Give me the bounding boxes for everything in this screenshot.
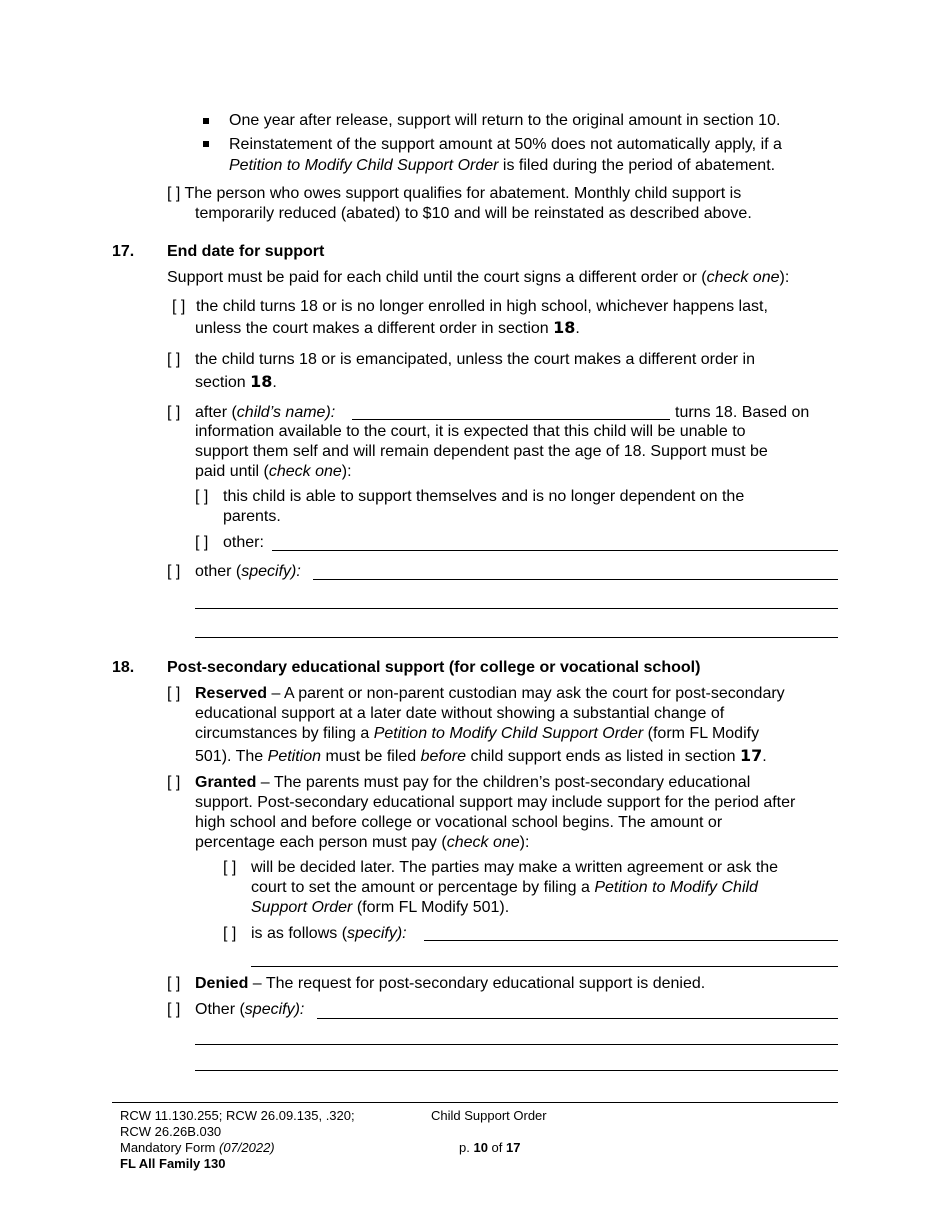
checkbox[interactable]: [ ] <box>167 563 181 580</box>
granted-text-4: percentage each person must pay (check one): <box>195 834 530 851</box>
bullet-text-2-cont: Petition to Modify Child Support Order is filed during the period of abatement. <box>229 157 776 174</box>
bullet-text-2: Reinstatement of the support amount at 50% does not automatically apply, if a <box>229 136 782 153</box>
option-after-label: after (child’s name): <box>195 404 336 421</box>
checkbox[interactable]: [ ] <box>167 685 181 702</box>
checkbox[interactable]: [ ] <box>223 859 237 876</box>
reserved-text-4: 501). The Petition must be filed before child support ends as listed in section 17. <box>195 746 767 765</box>
footer-form-id: FL All Family 130 <box>120 1156 226 1171</box>
checkbox[interactable]: [ ] <box>167 351 181 368</box>
checkbox[interactable]: [ ] <box>167 774 181 791</box>
bullet-marker <box>203 141 209 147</box>
sub-option-independent-cont: parents. <box>223 508 281 525</box>
bullet-marker <box>203 118 209 124</box>
checkbox[interactable]: [ ] <box>167 975 181 992</box>
granted-text: Granted – The parents must pay for the children’s post-secondary educational <box>195 774 751 791</box>
checkbox[interactable]: [ ] <box>167 1001 181 1018</box>
footer-page-number: p. 10 of 17 <box>459 1140 521 1155</box>
checkbox[interactable]: [ ] <box>223 925 237 942</box>
section-18-number: 18. <box>112 659 135 676</box>
option-after-line-4: paid until (check one): <box>195 463 352 480</box>
option-other-label: other (specify): <box>195 563 301 580</box>
reserved-text: Reserved – A parent or non-parent custodian may ask the court for post-secondary <box>195 685 785 702</box>
granted-text-3: high school and before college or vocational school begins. The amount or <box>195 814 723 831</box>
footer-rcw-1: RCW 11.130.255; RCW 26.09.135, .320; <box>120 1108 355 1123</box>
granted-later-text-2: court to set the amount or percentage by filing a Petition to Modify Child <box>251 879 758 896</box>
sub-option-other-label: other: <box>223 534 264 551</box>
granted-follows-field-2[interactable] <box>251 966 838 967</box>
granted-later-text: will be decided later. The parties may make a written agreement or ask the <box>251 859 779 876</box>
other-field-3[interactable] <box>195 1070 838 1071</box>
footer-mandatory: Mandatory Form (07/2022) <box>120 1140 275 1155</box>
option-emancipated-text-cont: section 18. <box>195 372 277 391</box>
option-after-text: turns 18. Based on <box>675 404 810 421</box>
granted-follows-field[interactable] <box>424 940 838 941</box>
denied-text: Denied – The request for post-secondary educational support is denied. <box>195 975 706 992</box>
option-after-line-3: support them self and will remain dependent past the age of 18. Support must be <box>195 443 768 460</box>
sub-option-other-field[interactable] <box>272 550 838 551</box>
section-18-title: Post-secondary educational support (for college or vocational school) <box>167 659 701 676</box>
abatement-checkbox-line: [ ] The person who owes support qualifies for abatement. Monthly child support is <box>167 185 742 202</box>
sub-option-independent: this child is able to support themselves and is no longer dependent on the <box>223 488 745 505</box>
footer-title: Child Support Order <box>431 1108 547 1123</box>
other-field[interactable] <box>317 1018 838 1019</box>
option-hs-text: the child turns 18 or is no longer enrolled in high school, whichever happens last, <box>196 298 768 315</box>
granted-later-text-3: Support Order (form FL Modify 501). <box>251 899 510 916</box>
other-field-2[interactable] <box>195 1044 838 1045</box>
granted-text-2: support. Post-secondary educational support may include support for the period after <box>195 794 796 811</box>
other-label: Other (specify): <box>195 1001 305 1018</box>
option-other-field-2[interactable] <box>195 608 838 609</box>
child-name-field[interactable] <box>352 419 670 420</box>
option-other-field[interactable] <box>313 579 838 580</box>
checkbox[interactable]: [ ] <box>195 534 209 551</box>
bullet-text-1: One year after release, support will return to the original amount in section 10. <box>229 112 781 129</box>
checkbox[interactable]: [ ] <box>195 488 209 505</box>
footer-rcw-2: RCW 26.26B.030 <box>120 1124 222 1139</box>
reserved-text-3: circumstances by filing a Petition to Modify Child Support Order (form FL Modify <box>195 725 760 742</box>
abatement-line-2: temporarily reduced (abated) to $10 and will be reinstated as described above. <box>195 205 752 222</box>
option-hs-text-cont: unless the court makes a different order in section 18. <box>195 318 580 337</box>
footer-divider <box>112 1102 838 1103</box>
checkbox[interactable]: [ ] <box>172 298 186 315</box>
section-17-title: End date for support <box>167 243 325 260</box>
option-emancipated-text: the child turns 18 or is emancipated, unless the court makes a different order in <box>195 351 756 368</box>
section-17-intro: Support must be paid for each child until the court signs a different order or (check one): <box>167 269 790 286</box>
option-other-field-3[interactable] <box>195 637 838 638</box>
checkbox[interactable]: [ ] <box>167 404 181 421</box>
reserved-text-2: educational support at a later date without showing a substantial change of <box>195 705 725 722</box>
section-17-number: 17. <box>112 243 135 260</box>
granted-follows-label: is as follows (specify): <box>251 925 407 942</box>
option-after-line-2: information available to the court, it is expected that this child will be unable to <box>195 423 746 440</box>
